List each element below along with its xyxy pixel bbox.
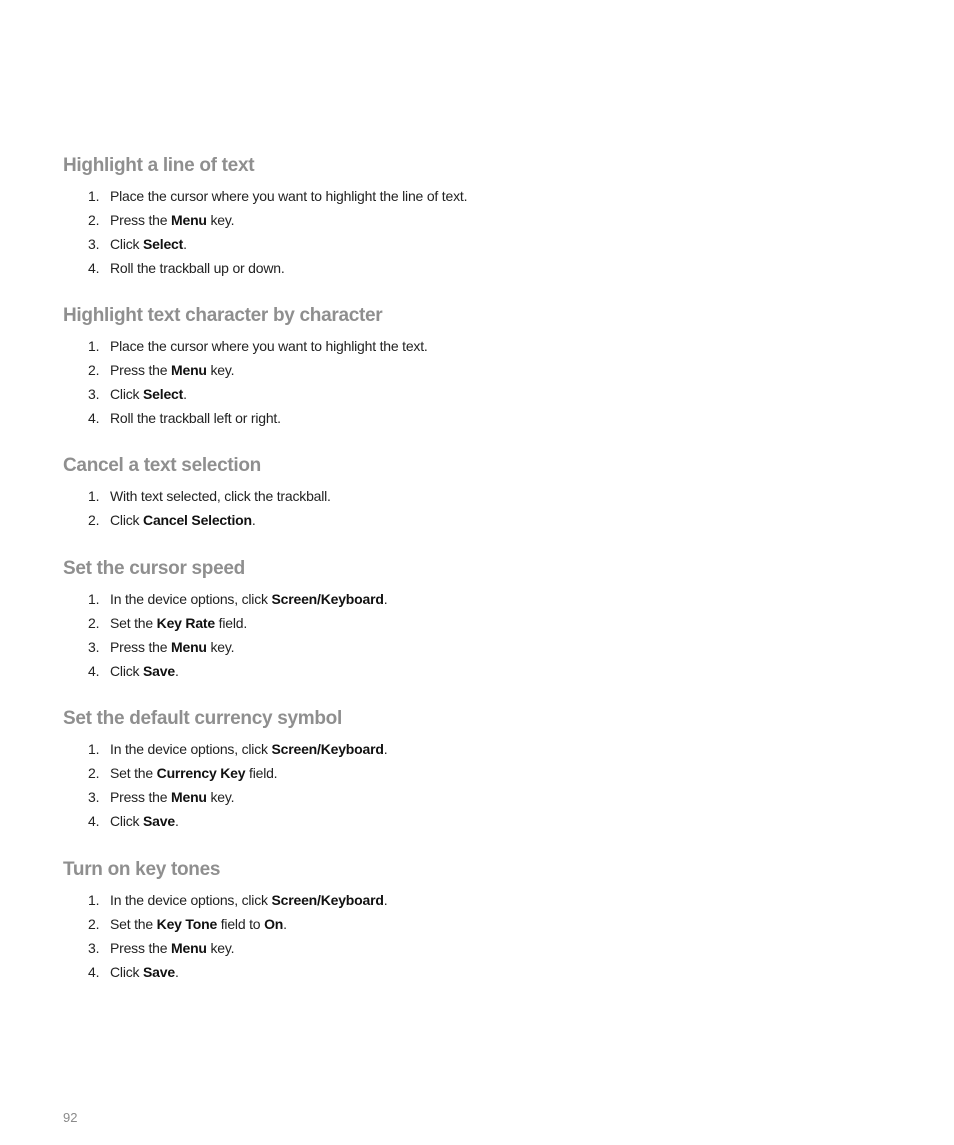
section-key-tones bbox=[63, 858, 903, 984]
ui-term: Menu bbox=[171, 362, 207, 378]
step-number: 2. bbox=[88, 916, 100, 932]
step-text bbox=[110, 484, 331, 508]
step-item bbox=[63, 960, 903, 984]
step-text bbox=[110, 256, 285, 280]
step-number: 3. bbox=[88, 639, 100, 655]
step-number: 4. bbox=[88, 964, 100, 980]
step-text-fragment: Click bbox=[110, 386, 144, 402]
step-text-fragment: key. bbox=[206, 940, 235, 956]
step-text-fragment: . bbox=[174, 813, 179, 829]
step-number: 3. bbox=[88, 236, 100, 252]
step-text bbox=[110, 761, 277, 785]
step-item bbox=[63, 737, 903, 761]
step-item bbox=[63, 659, 903, 683]
step-item bbox=[63, 809, 903, 833]
step-number: 2. bbox=[88, 212, 100, 228]
step-text-fragment: In the device options, click bbox=[110, 892, 272, 908]
step-text bbox=[110, 785, 234, 809]
ui-term: Key Rate bbox=[156, 615, 215, 631]
step-text-fragment: Place the cursor where you want to highlight the line of text. bbox=[110, 188, 468, 204]
step-text-fragment: . bbox=[174, 663, 179, 679]
step-text bbox=[110, 888, 387, 912]
step-text-fragment: With text selected, click the trackball. bbox=[110, 488, 331, 504]
section-highlight-character bbox=[63, 304, 903, 430]
step-number: 1. bbox=[88, 338, 100, 354]
step-item bbox=[63, 358, 903, 382]
step-number: 1. bbox=[88, 892, 100, 908]
section-heading: Set the default currency symbol bbox=[63, 708, 342, 729]
ui-term: Menu bbox=[171, 789, 207, 805]
section-heading: Set the cursor speed bbox=[63, 558, 245, 579]
step-text-fragment: Click bbox=[110, 512, 144, 528]
step-item bbox=[63, 184, 903, 208]
step-item bbox=[63, 256, 903, 280]
step-item bbox=[63, 334, 903, 358]
step-text-fragment: Place the cursor where you want to highlight the text. bbox=[110, 338, 428, 354]
step-text-fragment: key. bbox=[206, 639, 235, 655]
step-text-fragment: . bbox=[183, 386, 187, 402]
ui-term: Save bbox=[143, 663, 175, 679]
section-heading: Cancel a text selection bbox=[63, 455, 261, 476]
step-text-fragment: Press the bbox=[110, 212, 172, 228]
step-item bbox=[63, 508, 903, 532]
step-item bbox=[63, 208, 903, 232]
step-text bbox=[110, 334, 428, 358]
step-item bbox=[63, 232, 903, 256]
step-text-fragment: key. bbox=[206, 789, 235, 805]
step-text bbox=[110, 382, 187, 406]
step-text-fragment: . bbox=[383, 741, 388, 757]
section-cancel-selection bbox=[63, 454, 903, 532]
step-number: 4. bbox=[88, 663, 100, 679]
step-number: 1. bbox=[88, 188, 100, 204]
ui-term: Currency Key bbox=[156, 765, 246, 781]
step-text-fragment: Press the bbox=[110, 639, 172, 655]
step-text-fragment: . bbox=[183, 236, 187, 252]
step-text-fragment: . bbox=[283, 916, 287, 932]
step-text bbox=[110, 184, 467, 208]
ui-term: Cancel Selection bbox=[143, 512, 252, 528]
step-text-fragment: field to bbox=[217, 916, 265, 932]
step-text bbox=[110, 508, 256, 532]
ui-term: Save bbox=[143, 964, 175, 980]
ui-term: Menu bbox=[171, 639, 207, 655]
ui-term: On bbox=[264, 916, 284, 932]
step-text-fragment: In the device options, click bbox=[110, 741, 272, 757]
step-list bbox=[63, 587, 903, 683]
step-text-fragment: Set the bbox=[110, 615, 157, 631]
ui-term: Screen/Keyboard bbox=[271, 741, 384, 757]
step-number: 1. bbox=[88, 488, 100, 504]
ui-term: Menu bbox=[171, 212, 207, 228]
step-text-fragment: In the device options, click bbox=[110, 591, 272, 607]
step-text bbox=[110, 406, 281, 430]
step-text-fragment: Press the bbox=[110, 789, 172, 805]
ui-term: Key Tone bbox=[156, 916, 218, 932]
step-text bbox=[110, 659, 179, 683]
step-text-fragment: Click bbox=[110, 813, 144, 829]
section-cursor-speed bbox=[63, 557, 903, 683]
section-currency-symbol bbox=[63, 707, 903, 833]
step-text-fragment: . bbox=[174, 964, 179, 980]
step-item bbox=[63, 936, 903, 960]
step-item bbox=[63, 912, 903, 936]
section-heading: Highlight a line of text bbox=[63, 155, 255, 176]
step-item bbox=[63, 761, 903, 785]
step-text-fragment: . bbox=[251, 512, 256, 528]
step-text-fragment: Roll the trackball left or right. bbox=[110, 410, 281, 426]
step-text-fragment: Click bbox=[110, 663, 144, 679]
step-text-fragment: key. bbox=[206, 362, 235, 378]
step-number: 4. bbox=[88, 410, 100, 426]
ui-term: Select bbox=[143, 386, 184, 402]
step-text-fragment: key. bbox=[206, 212, 235, 228]
step-number: 2. bbox=[88, 362, 100, 378]
step-text-fragment: . bbox=[383, 892, 388, 908]
step-text bbox=[110, 611, 247, 635]
ui-term: Select bbox=[143, 236, 184, 252]
step-text bbox=[110, 737, 387, 761]
ui-term: Save bbox=[143, 813, 175, 829]
step-text bbox=[110, 208, 234, 232]
step-number: 2. bbox=[88, 512, 100, 528]
step-text-fragment: Roll the trackball up or down. bbox=[110, 260, 285, 276]
step-text bbox=[110, 587, 387, 611]
section-heading: Turn on key tones bbox=[63, 859, 221, 880]
step-text-fragment: Set the bbox=[110, 916, 157, 932]
step-number: 3. bbox=[88, 386, 100, 402]
ui-term: Menu bbox=[171, 940, 207, 956]
step-item bbox=[63, 635, 903, 659]
step-list bbox=[63, 334, 903, 430]
ui-term: Screen/Keyboard bbox=[271, 591, 384, 607]
step-text bbox=[110, 232, 187, 256]
step-text bbox=[110, 635, 234, 659]
step-text bbox=[110, 960, 179, 984]
step-text-fragment: Press the bbox=[110, 940, 172, 956]
section-heading: Highlight text character by character bbox=[63, 305, 383, 326]
step-text-fragment: field. bbox=[245, 765, 278, 781]
step-text bbox=[110, 809, 179, 833]
step-list bbox=[63, 737, 903, 833]
step-text bbox=[110, 936, 234, 960]
step-number: 4. bbox=[88, 813, 100, 829]
step-list bbox=[63, 888, 903, 984]
step-text-fragment: Set the bbox=[110, 765, 157, 781]
step-text-fragment: . bbox=[383, 591, 388, 607]
step-number: 4. bbox=[88, 260, 100, 276]
step-item bbox=[63, 785, 903, 809]
step-number: 2. bbox=[88, 615, 100, 631]
ui-term: Screen/Keyboard bbox=[271, 892, 384, 908]
step-number: 1. bbox=[88, 741, 100, 757]
step-text-fragment: Click bbox=[110, 236, 144, 252]
step-item bbox=[63, 382, 903, 406]
step-item bbox=[63, 611, 903, 635]
step-list bbox=[63, 184, 903, 280]
step-item bbox=[63, 587, 903, 611]
step-list bbox=[63, 484, 903, 532]
step-text-fragment: field. bbox=[214, 615, 248, 631]
step-item bbox=[63, 888, 903, 912]
step-text bbox=[110, 912, 287, 936]
step-item bbox=[63, 484, 903, 508]
step-text-fragment: Click bbox=[110, 964, 144, 980]
step-text-fragment: Press the bbox=[110, 362, 172, 378]
step-item bbox=[63, 406, 903, 430]
step-number: 2. bbox=[88, 765, 100, 781]
step-number: 3. bbox=[88, 940, 100, 956]
step-number: 1. bbox=[88, 591, 100, 607]
step-number: 3. bbox=[88, 789, 100, 805]
section-highlight-line bbox=[63, 154, 903, 280]
step-text bbox=[110, 358, 234, 382]
page-number: 92 bbox=[63, 1110, 78, 1125]
